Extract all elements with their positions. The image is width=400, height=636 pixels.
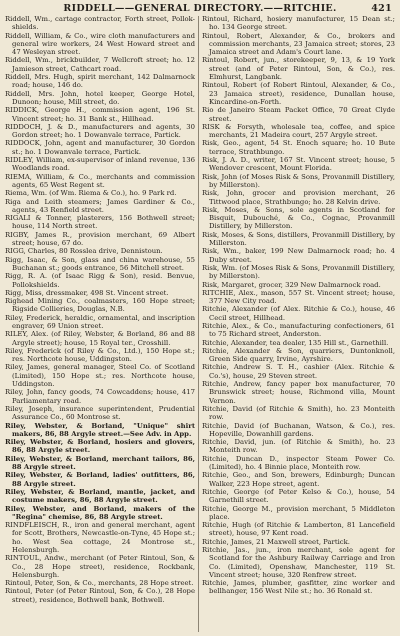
directory-entry: Riddell, Mrs. Hugh, spirit merchant, 142 Dalmarnock road; house, 146 do. [5, 73, 195, 90]
directory-entry: RINDFLEISCH, R., iron and general merchant, agent for Scott, Brothers, Newcastle-on-Tyne, 45 Hope st.; ho. West Sea cottage, 24 Montrose st., Helensburgh. [5, 521, 195, 554]
left-column [5, 15, 195, 634]
directory-entry: Rintoul, Robert (of Robert Rintoul, Alexander, & Co., 23 Jamaica street), residence, Dunallan house, Kincardine-on-Forth. [202, 81, 395, 106]
directory-entry: Risk, Moses, & Sons, sole agents in Scotland for Bisquit, Dubouché, & Co., Cognac, Provanmill Distillery, by Millerston. [202, 205, 395, 231]
directory-entry: Riley, Webster, and Borland, makers of the "Regina" chemise, 86, 88 Argyle street. [5, 504, 195, 521]
directory-entry: Ritchie, Alexander & Son, quarriers, Duntonknoll, Green Side quarry, Irvine, Ayrshire. [202, 346, 395, 364]
directory-entry: RIDLEY, William, ex-supervisor of inland revenue, 136 Woodlands road. [5, 156, 195, 173]
directory-entry: Risk, Moses, & Sons, distillers, Provanmill Distillery, by Millerston. [202, 230, 395, 248]
directory-entry: Ritchie, Alex., & Co., manufacturing confectioners, 61 to 75 Richard street, Anderston. [202, 321, 395, 339]
directory-entry: Ritchie, James, plumber, gasfitter, zinc worker and bellhanger, 156 West Nile st.; ho. 36 Ronald st. [202, 579, 395, 596]
right-column [202, 15, 395, 634]
directory-entry: Risk, John, grocer and provision merchant, 26 Tittwood place, Strathbungo; ho. 28 Kelvin drive. [202, 189, 395, 206]
page-header [6, 3, 394, 15]
directory-entry: Riema, Wm. (of Wm. Riema & Co.), ho. 9 Park rd. [5, 189, 177, 198]
directory-entry: Riddell, Wm., brickbuilder, 7 Wellcroft street; ho. 12 Jamieson street, Cathcart road. [5, 56, 195, 73]
directory-entry: Ritchie, James, 21 Maxwell street, Partick. [202, 537, 350, 546]
directory-entry: RISK & Forsyth, wholesale tea, coffee, and spice merchants, 21 Madeira court, 257 Argyle street. [202, 122, 395, 140]
directory-entry: Ritchie, Hugh (of Ritchie & Lamberton, 81 Lancefield street), house, 97 Kent road. [202, 521, 395, 538]
directory-entry: RITCHIE, Alex., mason, 557 St. Vincent street; house, 377 New City road. [202, 288, 395, 306]
directory-entry: RIDDICK, George H., commission agent, 196 St. Vincent street; ho. 31 Bank st., Hillhead. [5, 106, 195, 123]
directory-entry: Risk, Wm. (of Moses Risk & Sons, Provanmill Distillery, by Millerston). [202, 263, 395, 281]
directory-entry: Rintoul, Richard, hosiery manufacturer, 15 Dean st.; ho. 134 George street. [202, 15, 395, 32]
directory-entry: Ritchie, Jas., jun., iron merchant, sole agent for Scotland for the Ashbury Railway Carriage and Iron Co. (Limited), Openshaw, Manchester, 119 St. Vincent street; house, 320 Renfrew street. [202, 546, 395, 579]
directory-entry: Ritchie, Andrew S. T. H., cashier (Alex. Ritchie & Co.'s), house, 29 Steven street. [202, 363, 395, 380]
directory-entry: RIGBY, James R., provision merchant, 69 Albert street; house, 67 do. [5, 230, 195, 248]
directory-entry: Riley, Webster, & Borland, merchant tailors, 86, 88 Argyle street. [5, 454, 195, 472]
directory-entry: RIDDOCH, J. & D., manufacturers and agents, 30 Gordon street; ho. 1 Dowanvale terrace, Partick. [5, 122, 195, 140]
directory-entry: Riddell, Wm., cartage contractor, Forth street, Pollok-shields. [5, 15, 195, 32]
directory-entry: Riga and Leith steamers; James Gardiner & Co., agents, 43 Renfield street. [5, 197, 195, 214]
directory-entry: Risk, Margaret, grocer, 329 New Dalmarnock road. [202, 280, 381, 289]
directory-entry: Rigg, Miss, dressmaker, 498 St. Vincent street. [5, 288, 169, 297]
directory-entry: Riddell, William, & Co., wire cloth manufacturers and general wire workers, 24 West Howard street and 47 Wesleyan street. [5, 31, 195, 57]
directory-entry: Ritchie, Geo., and Son, brewers, Edinburgh; Duncan Walker, 223 Hope street, agent. [202, 471, 395, 488]
directory-entry: Ritchie, Andrew, fancy paper box manufacturer, 70 Brunswick street; house, Richmond villa, Mount Vernon. [202, 380, 395, 405]
directory-entry: Ritchie, George M., provision merchant, 5 Middleton place. [202, 504, 395, 521]
directory-entry: Ritchie, Alexander, tea dealer, 135 Hill st., Garnethill. [202, 338, 389, 347]
directory-entry: RIGALI & Tonner, plasterers, 156 Bothwell street; house, 114 North street. [5, 214, 195, 231]
directory-entry: Riddell, Mrs. John, hotel keeper, George Hotel, Dunoon; house, Mill street, do. [5, 89, 195, 106]
directory-entry: Ritchie, George (of Peter Kelso & Co.), house, 54 Garnethill street. [202, 487, 395, 505]
directory-entry: Rintoul, Robert, Alexander, & Co., brokers and commission merchants, 23 Jamaica street; stores, 23 Jamaica street and Adam's Court lane. [202, 31, 395, 57]
directory-entry: Rigg, Isaac, & Son, glass and china warehouse, 55 Buchanan st.; goods entrance, 56 Mitchell street. [5, 255, 195, 272]
directory-entry: Rintoul, Robert, jun., storekeeper, 9, 13, & 19 York street (and of Peter Rintoul, Son, & Co.), res. Elmhurst, Langbank. [202, 56, 395, 82]
directory-entry: Risk, J. A. D., writer, 167 St. Vincent street; house, 5 Wendover crescent, Mount Florida. [202, 156, 395, 173]
directory-entry: Rio de Janeiro Steam Packet Office, 70 Great Clyde street. [202, 106, 395, 123]
directory-entry: Rintoul, Peter (of Peter Rintoul, Son, & Co.), 28 Hope street), residence, Bothwell bank, Bothwell. [5, 587, 195, 604]
directory-entry: Riley, James, general manager, Steel Co. of Scotland (Limited), 150 Hope st.; res. Northcote house, Uddingston. [5, 363, 195, 389]
directory-entry: RIEMA, William, & Co., merchants and commission agents, 65 West Regent st. [5, 172, 195, 189]
directory-entry: Risk, John (of Moses Risk & Sons, Provanmill Distillery, by Millerston). [202, 172, 395, 189]
column-divider [198, 16, 199, 632]
directory-entry: Riley, John, fancy goods, 74 Cowcaddens; house, 417 Parliamentary road. [5, 388, 195, 405]
directory-entry: Risk, Geo., agent, 54 St. Enoch square; ho. 10 Bute terrace, Strathbungo. [202, 139, 395, 156]
directory-entry: Riley, Frederick (of Riley & Co., Ltd.), 150 Hope st.; res. Northcote house, Uddingston. [5, 346, 195, 364]
directory-entry: RILEY, Alex. (of Riley, Webster, & Borland, 86 and 88 Argyle street); house, 15 Royal ter., Crosshill. [5, 330, 195, 347]
directory-entry: Riley, Webster, & Borland, ladies' outfitters, 86, 88 Argyle street. [5, 471, 195, 488]
directory-entry: Riley, Webster, & Borland, "Unique" shirt makers, 86, 88 Argyle street.—See Adv. in App. [5, 421, 195, 438]
directory-entry: RIDDOCK, John, agent and manufacturer, 30 Gordon st.; ho. 1 Dowanvale terrace, Partick. [5, 139, 195, 156]
directory-entry: Righead Mining Co., coalmasters, 160 Hope street; Rigside Collieries, Douglas, N.B. [5, 297, 195, 314]
directory-entry: Ritchie, Duncan D., inspector Steam Power Co. (Limited), ho. 4 Binnie place, Monteith row. [202, 454, 395, 472]
directory-entry: RINTOUL, Andw., merchant (of Peter Rintoul, Son, & Co., 28 Hope street), residence, Rockbank, Helensburgh. [5, 554, 195, 579]
directory-entry: Rigg, R. A. (of Isaac Rigg & Son), resid. Benvue, Pollokshields. [5, 272, 195, 289]
directory-entry: Risk, Wm., baker, 199 New Dalmarnock road; ho. 4 Duby street. [202, 247, 395, 264]
directory-entry: Ritchie, David (of Buchanan, Watson, & Co.), res. Hopeville, Dowanhill gardens. [202, 421, 395, 438]
directory-entry: Ritchie, Alexander (of Alex. Ritchie & Co.), house, 46 Cecil street, Hillhead. [202, 305, 395, 322]
directory-entry: Riley, Webster, & Borland, hosiers and glovers, 86, 88 Argyle street. [5, 438, 195, 455]
page-number: 421 [371, 3, 392, 14]
directory-entry: Ritchie, David (of Ritchie & Smith), ho. 23 Monteith row. [202, 404, 395, 422]
directory-entry: Rintoul, Peter, Son, & Co., merchants, 28 Hope street. [5, 579, 194, 588]
directory-entry: Riley, Joseph, insurance superintendent, Prudential Assurance Co., 60 Montrose st. [5, 404, 195, 422]
directory-entry: Riley, Frederick, heraldic, ornamental, and inscription engraver, 69 Union street. [5, 313, 195, 330]
directory-entry: Ritchie, David, jun. (of Ritchie & Smith), ho. 23 Monteith row. [202, 438, 395, 455]
directory-entry: RIGG, Charles, 80 Rosslea drive, Dennistoun. [5, 247, 163, 256]
running-title: RIDDELL——GENERAL DIRECTORY.——RITCHIE. [63, 3, 337, 14]
directory-entry: Riley, Webster, & Borland, mantle, jacket, and costume makers, 86, 88 Argyle street. [5, 487, 195, 505]
